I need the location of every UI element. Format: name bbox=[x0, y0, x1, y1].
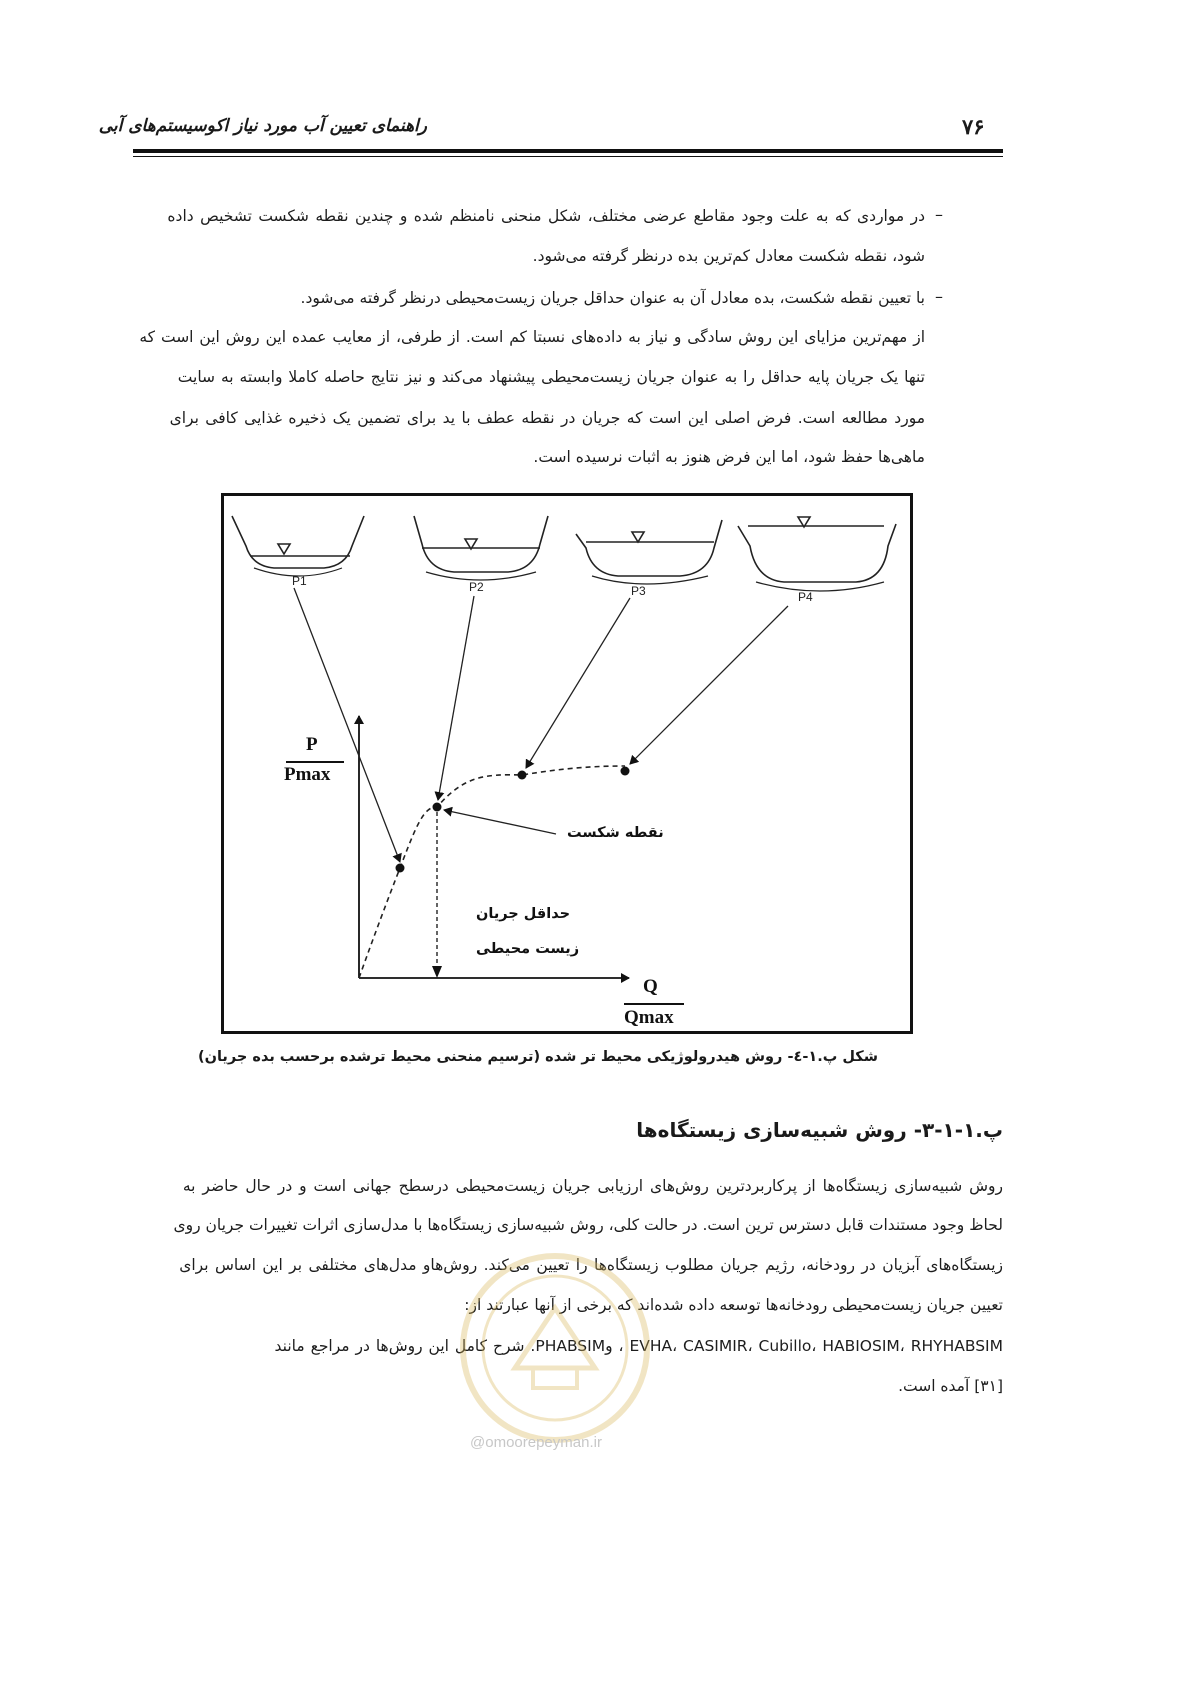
bullet-1-line-1: در مواردی که به علت وجود مقاطع عرضی مختلف، شکل منحنی نامنظم شده و چندین نقطه شکست تشخیص داده bbox=[167, 207, 925, 225]
paragraph-2-line-1: روش شبیه‌سازی زیستگاه‌ها از پرکاربردترین روش‌های ارزیابی جریان زیست‌محیطی درسطح جهانی است و در حال حاضر به bbox=[182, 1177, 1003, 1195]
y-axis-denominator: Pmax bbox=[284, 764, 331, 785]
paragraph-1-line-2: تنها یک جریان پایه حداقل را به عنوان جریان زیست‌محیطی پیشنهاد می‌کند و نیز نتایج حاصله کاملا وابسته به سایت bbox=[177, 368, 925, 386]
curve-point bbox=[518, 771, 527, 780]
watermark-seal bbox=[455, 1248, 655, 1448]
curve-point bbox=[621, 767, 630, 776]
section-heading: پ.۱-۱-۳- روش شبیه‌سازی زیستگاه‌ها bbox=[636, 1118, 1003, 1142]
paragraph-2-line-3: زیستگاه‌های آبزیان در رودخانه، رژیم جریان مطلوب زیستگاه‌ها را تعیین می‌کند. روش‌هاو مدل‌های مختلفی بر این اساس برای bbox=[179, 1256, 1003, 1274]
cross-section-p3 bbox=[576, 520, 722, 584]
bullet-1-line-2: شود، نقطه شکست معادل کم‌ترین بده درنظر گرفته می‌شود. bbox=[532, 247, 925, 265]
min-flow-label-line-1: حداقل جریان bbox=[476, 906, 571, 922]
figure-caption: شکل پ.۱-٤- روش هیدرولوژیکی محیط تر شده (ترسیم منحنی محیط ترشده برحسب بده جریان) bbox=[197, 1049, 878, 1065]
section-label-p3: P3 bbox=[631, 584, 646, 598]
running-header-title: راهنمای تعیین آب مورد نیاز اکوسیستم‌های آبی bbox=[98, 116, 427, 136]
paragraph-2-line-6: [۳۱] آمده است. bbox=[898, 1377, 1003, 1395]
paragraph-2-line-2: لحاظ وجود مستندات قابل دسترس ترین است. در حالت کلی، روش شبیه‌سازی زیستگاه‌ها با مدل‌سازی اثرات تغییرات جریان روی bbox=[173, 1216, 1003, 1234]
axes bbox=[359, 716, 629, 978]
section-label-p4: P4 bbox=[798, 590, 813, 604]
cross-section-p4 bbox=[738, 517, 896, 591]
cross-section-p2 bbox=[414, 516, 548, 580]
breakpoint-point bbox=[433, 803, 442, 812]
curve-point bbox=[396, 864, 405, 873]
x-axis-denominator: Qmax bbox=[624, 1007, 674, 1028]
paragraph-1-line-4: ماهی‌ها حفظ شود، اما این فرض هنوز به اثبات نرسیده است. bbox=[533, 448, 925, 466]
section-label-p2: P2 bbox=[469, 580, 484, 594]
wetted-perimeter-figure bbox=[221, 493, 913, 1034]
header-rule-thin bbox=[133, 156, 1003, 157]
header-rule-thick bbox=[133, 149, 1003, 153]
paragraph-2-line-5: EVHA، CASIMIR، Cubillo، HABIOSIM، RHYHABSIM ، وPHABSIM. شرح کامل این روش‌ها در مراجع مانند bbox=[274, 1337, 1003, 1355]
min-flow-label-line-2: زیست محیطی bbox=[476, 941, 580, 957]
section-label-p1: P1 bbox=[292, 574, 307, 588]
paragraph-2-line-4: تعیین جریان زیست‌محیطی رودخانه‌ها توسعه داده شده‌اند که برخی از آنها عبارتند از: bbox=[464, 1296, 1003, 1314]
breakpoint-label: نقطه شکست bbox=[567, 825, 664, 841]
bullet-dash: – bbox=[935, 287, 943, 306]
cross-section-p1 bbox=[232, 516, 364, 576]
paragraph-1-line-1: از مهم‌ترین مزایای این روش سادگی و نیاز به داده‌های نسبتا کم است. از طرفی، از معایب عمده این روش این است که bbox=[139, 328, 925, 346]
bullet-2-line-1: با تعیین نقطه شکست، بده معادل آن به عنوان حداقل جریان زیست‌محیطی درنظر گرفته می‌شود. bbox=[300, 289, 925, 307]
bullet-dash: – bbox=[935, 205, 943, 224]
y-axis-numerator: P bbox=[306, 734, 318, 755]
watermark-text: @omoorepeyman.ir bbox=[470, 1434, 602, 1451]
x-axis-numerator: Q bbox=[643, 976, 658, 997]
paragraph-1-line-3: مورد مطالعه است. فرض اصلی این است که جریان در نقطه عطف با ید برای تضمین یک ذخیره غذایی کافی برای bbox=[169, 409, 925, 427]
page-number: ۷۶ bbox=[962, 114, 985, 139]
